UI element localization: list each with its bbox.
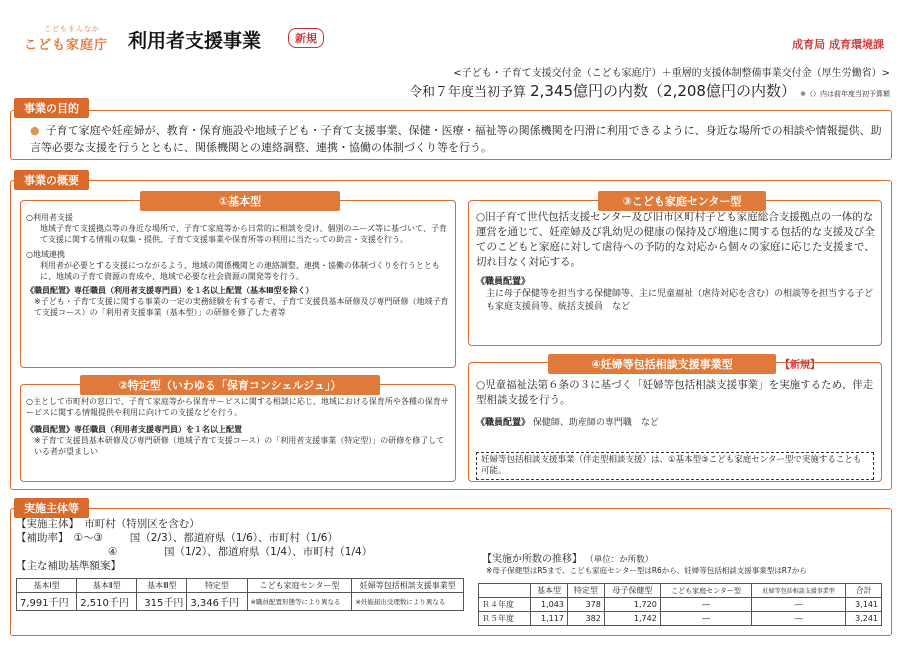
amount-cell: 7,991千円	[17, 593, 77, 611]
locations-header: 特定型	[567, 584, 604, 598]
specific-type-title: ②特定型（いわゆる「保育コンシェルジュ」）	[80, 375, 380, 395]
amount-cell: ※職員配置形態等により異なる	[247, 593, 352, 611]
pregnant-staff: 保健師、助産師の専門職 など	[532, 418, 659, 428]
budget-note: ※（）内は前年度当初予算額	[800, 90, 890, 98]
pregnant-note: 妊婦等包括相談支援事業（伴走型相談支援）は、①基本型③こども家庭センター型で実施することも可能。	[476, 452, 874, 480]
center-type-title: ③こども家庭センター型	[598, 191, 766, 211]
amount-header: 妊婦等包括相談支援事業型	[352, 579, 464, 593]
budget-line	[409, 80, 890, 101]
overview-label: 事業の概要	[14, 170, 89, 190]
locations-note: ※母子保健型はR5まで、こども家庭センター型はR6から、妊婦等包括相談支援事業型はR7から	[486, 566, 807, 575]
page-title: 利用者支援事業	[128, 30, 262, 52]
amount-cell: ※妊娠届出受理数により異なる	[352, 593, 464, 611]
basic-coordination-text: 利用者が必要とする支援につながるよう、地域の関係機関との連絡調整、連携・協働の体制づくりを行うとともに、地域の子育て資源の育成や、地域で必要な社会資源の開発等を行う。	[40, 261, 440, 281]
agency-logo: こども家庭庁	[24, 38, 109, 53]
implementation-details	[16, 517, 372, 573]
purpose-body: 子育て家庭や妊産婦が、教育・保育施設や地域子ども・子育て支援事業、保健・医療・福祉等の関係機関を円滑に利用できるように、身近な場所での相談や情報提供、助言等必要な支援を行うとともに、関係機関との連絡調整、連携・協働の体制づくり等を行う。	[30, 124, 882, 154]
amount-header: 基本Ⅱ型	[77, 579, 137, 593]
basic-staff-note: ※子ども・子育て支援に関する事業の一定の実務経験を有する者で、子育て支援員基本研修及び専門研修（地域子育て支援コース）の「利用者支援事業（基本型）」の研修を修了した者等	[34, 297, 449, 317]
budget-prefix: 令和７年度当初予算	[408, 85, 526, 100]
basic-heading-support: ○利用者支援	[26, 213, 73, 222]
amount-value-row	[17, 593, 464, 611]
locations-cell: 3,241	[846, 612, 882, 626]
department-label: 成育局 成育環境課	[792, 38, 884, 51]
new-badge: 新規	[288, 28, 324, 48]
rate2-value: 国（1/2）、都道府県（1/4）、市町村（1/4）	[164, 546, 373, 558]
logo-tagline: こどもまんなか	[44, 25, 100, 33]
purpose-text	[30, 122, 890, 156]
amount-header: こども家庭センター型	[247, 579, 352, 593]
locations-cell: 378	[567, 598, 604, 612]
pregnant-staff-head: 《職員配置》	[476, 418, 531, 428]
locations-unit: （単位：か所数）	[585, 555, 654, 565]
locations-cell: Ｒ４年度	[479, 598, 531, 612]
specific-staff-note: ※子育て支援員基本研修及び専門研修（地域子育て支援コース）の「利用者支援事業（特定型）」の研修を修了している者が望ましい	[34, 436, 445, 456]
specific-text: ○主として市町村の窓口で、子育て家庭等から保育サービスに関する相談に応じ、地域における保育所や各種の保育サービスに関する情報提供や利用に向けての支援などを行う。	[26, 397, 449, 417]
amount-cell: 2,510千円	[77, 593, 137, 611]
rate-label: 【補助率】	[16, 532, 64, 544]
center-text: ○旧子育て世代包括支援センター及び旧市区町村子ども家庭総合支援拠点の一体的な運営を通じて、妊産婦及び乳幼児の健康の保持及び増進に関する包括的な支援及び全てのこどもと家庭に対して虐待への予防的な対応から個々の家庭に応じた支援まで、切れ目なく対応する。	[476, 211, 875, 268]
locations-cell: ―	[752, 612, 846, 626]
pregnant-text: ○児童福祉法第６条の３に基づく「妊婦等包括相談支援事業」を実施するため、伴走型相談支援を行う。	[476, 379, 874, 406]
basic-staff: 《職員配置》専任職員（利用者支援専門員）を１名以上配置（基本Ⅲ型を除く）	[26, 286, 314, 295]
amount-header: 基本Ⅰ型	[17, 579, 77, 593]
locations-header	[479, 584, 531, 598]
pregnant-type-title: ④妊婦等包括相談支援事業型	[548, 354, 776, 374]
entity-value: 市町村（特別区を含む）	[84, 518, 200, 530]
rate2-key: ④	[108, 546, 118, 558]
budget-amount: 2,345億円の内数（2,208億円の内数）	[530, 82, 796, 100]
locations-cell: 382	[567, 612, 604, 626]
pregnant-staff-line	[476, 416, 876, 431]
locations-cell: 1,742	[604, 612, 660, 626]
amount-header: 基本Ⅲ型	[137, 579, 187, 593]
specific-staff: 《職員配置》専任職員（利用者支援専門員）を１名以上配置	[26, 425, 242, 434]
locations-cell: 1,043	[531, 598, 568, 612]
purpose-label: 事業の目的	[14, 98, 89, 118]
entity-label: 【実施主体】	[16, 518, 74, 530]
locations-header: 基本型	[531, 584, 568, 598]
locations-cell: 3,141	[846, 598, 882, 612]
basic-type-title: ①基本型	[140, 191, 340, 211]
specific-type-content	[26, 396, 450, 457]
locations-header: 合計	[846, 584, 882, 598]
locations-title: 【実施か所数の推移】	[482, 554, 582, 565]
amount-header-row	[17, 579, 464, 593]
locations-table	[478, 583, 882, 626]
locations-cell: 1,720	[604, 598, 660, 612]
locations-cell: 1,117	[531, 612, 568, 626]
amount-table	[16, 578, 464, 611]
fund-source: <子ども・子育て支援交付金（こども家庭庁）＋重層的支援体制整備事業交付金（厚生労働省）>	[453, 68, 890, 79]
locations-cell: Ｒ５年度	[479, 612, 531, 626]
rate1-value: 国（2/3）、都道府県（1/6）、市町村（1/6）	[129, 532, 338, 544]
locations-title-line	[482, 550, 653, 565]
amount-cell: 315千円	[137, 593, 187, 611]
center-type-content	[476, 210, 876, 314]
locations-row	[479, 612, 882, 626]
basic-type-content	[26, 212, 450, 318]
amount-header: 特定型	[187, 579, 247, 593]
locations-row	[479, 598, 882, 612]
locations-header: 母子保健型	[604, 584, 660, 598]
locations-header-row	[479, 584, 882, 598]
bullet-icon: ●	[30, 124, 40, 137]
pregnant-new-tag: 【新規】	[780, 360, 820, 371]
pregnant-type-content	[476, 378, 876, 431]
center-staff: 主に母子保健等を担当する保健師等、主に児童福祉（虐待対応を含む）の相談等を担当する子ども家庭支援員等、統括支援員 など	[486, 289, 874, 312]
amount-label: 【主な補助基準額案】	[16, 560, 121, 572]
locations-cell: ―	[752, 598, 846, 612]
rate1-key: ①～③	[73, 532, 104, 544]
basic-support-text: 地域子育て支援拠点等の身近な場所で、子育て家庭等から日常的に相談を受け、個別のニーズ等に基づいて、子育て支援に関する情報の収集・提供、子育て支援事業や保育所等の利用に当たっての助言・支援を行う。	[40, 224, 447, 244]
basic-heading-coordination: ○地域連携	[26, 250, 65, 259]
implementation-label: 実施主体等	[14, 498, 89, 518]
locations-header: 妊婦等包括相談支援事業型	[752, 584, 846, 598]
locations-cell: ―	[660, 598, 751, 612]
center-staff-head: 《職員配置》	[476, 277, 531, 287]
amount-cell: 3,346千円	[187, 593, 247, 611]
locations-cell: ―	[660, 612, 751, 626]
locations-header: こども家庭センター型	[660, 584, 751, 598]
